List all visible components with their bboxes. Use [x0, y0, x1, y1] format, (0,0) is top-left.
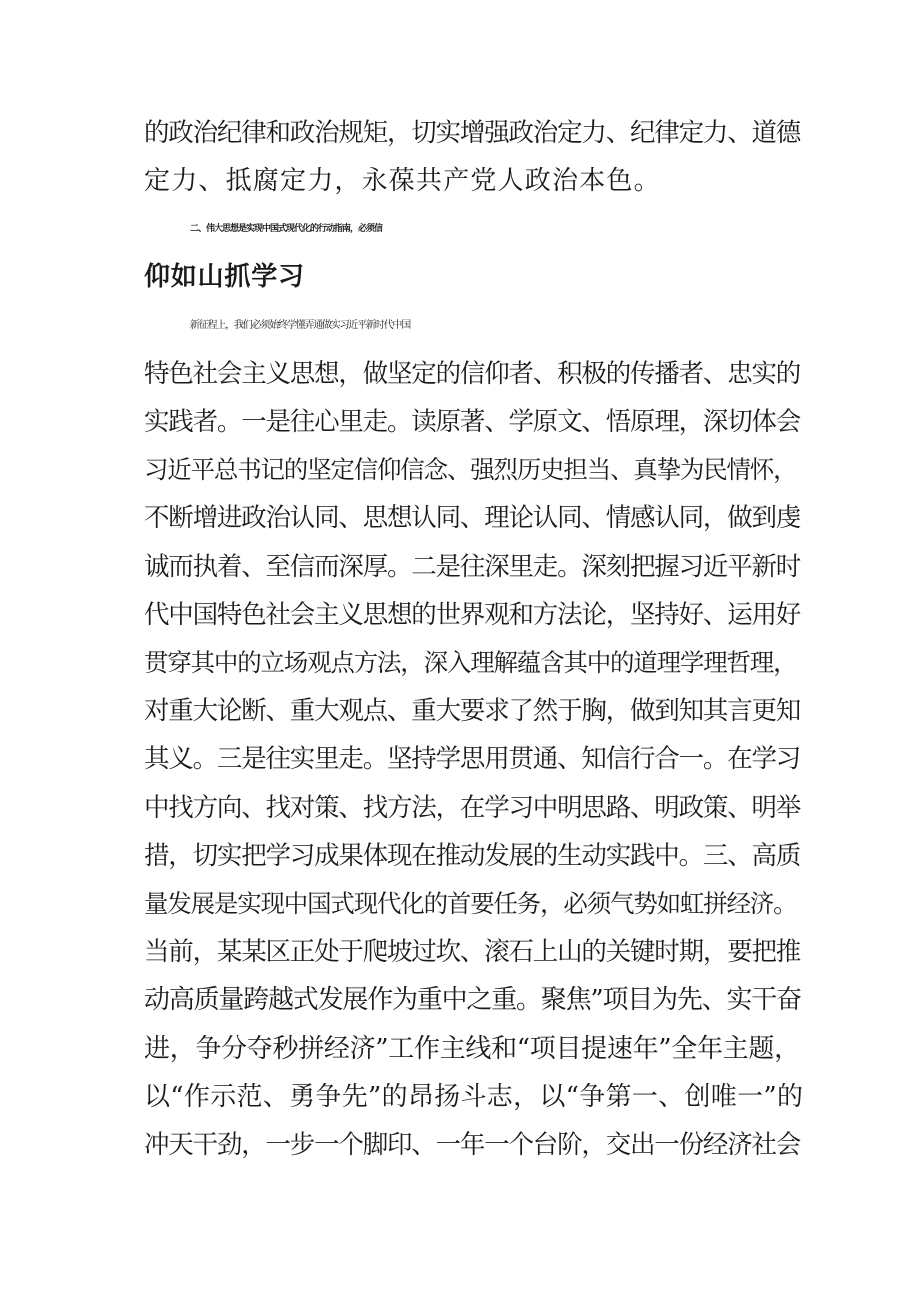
text-line: 动高质量跨越式发展作为重中之重。聚焦”项目为先、实干奋: [144, 985, 801, 1015]
text-line: 量发展是实现中国式现代化的首要任务，必须气势如虹拼经济。: [144, 889, 797, 918]
text-line: 贯穿其中的立场观点方法，深入理解蕴含其中的道理学理哲理，: [144, 648, 797, 677]
text-line: 其义。三是往实里走。坚持学思用贯通、知信行合一。在学习: [144, 744, 801, 774]
text-line: 特色社会主义思想，做坚定的信仰者、积极的传播者、忠实的: [144, 359, 801, 389]
text-line: 习近平总书记的坚定信仰信念、强烈历史担当、真挚为民情怀，: [144, 455, 797, 484]
section-heading-line: 二、伟大思想是实现中国式现代化的行动指南，必须信: [190, 224, 383, 234]
text-line: 中找方向、找对策、找方法，在学习中明思路、明政策、明举: [144, 793, 801, 823]
text-line: 定力、抵腐定力，永葆共产党人政治本色。: [144, 166, 661, 196]
text-line: 的政治纪律和政治规矩，切实增强政治定力、纪律定力、道德: [144, 118, 801, 148]
text-line: 对重大论断、重大观点、重大要求了然于胸，做到知其言更知: [144, 696, 801, 726]
section-heading-line: 仰如山抓学习: [144, 262, 305, 292]
text-line: 进，争分夺秒拼经济”工作主线和“项目提速年”全年主题，: [144, 1034, 800, 1064]
text-line: 以“作示范、勇争先”的昂扬斗志，以“争第一、创唯一”的: [144, 1082, 804, 1112]
text-line: 冲天干劲，一步一个脚印、一年一个台阶，交出一份经济社会: [144, 1130, 801, 1160]
text-line: 当前，某某区正处于爬坡过坎、滚石上山的关键时期，要把推: [144, 937, 801, 967]
text-line: 代中国特色社会主义思想的世界观和方法论，坚持好、运用好: [144, 600, 801, 630]
text-line: 诚而执着、至信而深厚。二是往深里走。深刻把握习近平新时: [144, 552, 801, 582]
text-line: 不断增进政治认同、思想认同、理论认同、情感认同，做到虔: [144, 503, 801, 533]
text-line: 新征程上，我们必须始终学懂弄通做实习近平新时代中国: [190, 320, 410, 331]
text-line: 措，切实把学习成果体现在推动发展的生动实践中。三、高质: [144, 841, 801, 871]
text-line: 实践者。一是往心里走。读原著、学原文、悟原理，深切体会: [144, 407, 801, 437]
